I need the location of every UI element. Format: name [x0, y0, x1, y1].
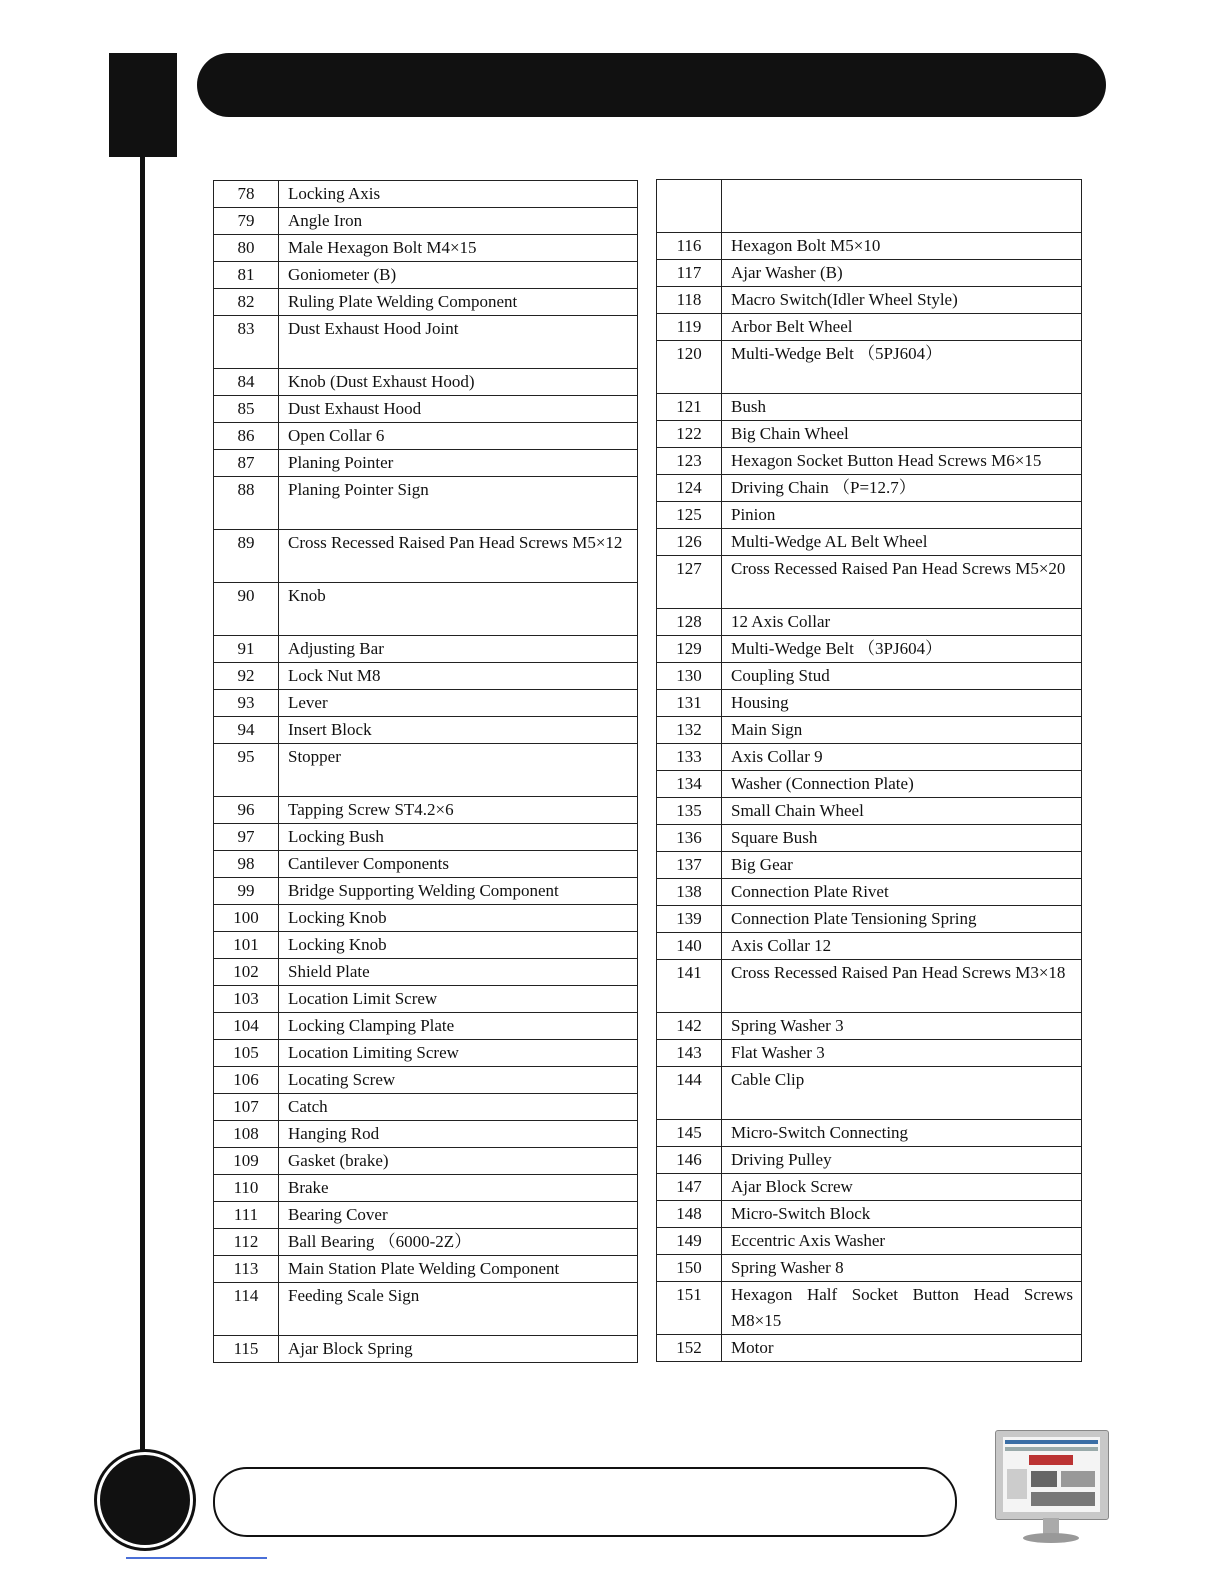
part-name: Square Bush — [722, 825, 1082, 852]
monitor-screen — [1003, 1437, 1100, 1512]
part-name: Insert Block — [279, 717, 638, 744]
part-name — [722, 180, 1082, 233]
table-row — [214, 905, 638, 932]
table-row — [657, 314, 1082, 341]
part-name: Multi-Wedge Belt （5PJ604） — [722, 341, 1082, 394]
table-row — [214, 986, 638, 1013]
table-row — [657, 341, 1082, 394]
part-name: Lock Nut M8 — [279, 663, 638, 690]
part-name: Washer (Connection Plate) — [722, 771, 1082, 798]
part-name: Dust Exhaust Hood Joint — [279, 316, 638, 369]
monitor-base — [1023, 1533, 1079, 1543]
part-name: Gasket (brake) — [279, 1148, 638, 1175]
part-name: Goniometer (B) — [279, 262, 638, 289]
monitor-stand — [1043, 1518, 1059, 1534]
part-name: 12 Axis Collar — [722, 609, 1082, 636]
table-row — [214, 1121, 638, 1148]
table-row — [214, 1067, 638, 1094]
corner-block — [109, 53, 177, 157]
part-name: Housing — [722, 690, 1082, 717]
table-row — [657, 717, 1082, 744]
part-number: 122 — [657, 421, 722, 448]
part-name: Locating Screw — [279, 1067, 638, 1094]
table-row — [657, 879, 1082, 906]
table-row — [214, 932, 638, 959]
table-row — [214, 1094, 638, 1121]
table-row — [657, 448, 1082, 475]
part-name: Hexagon Half Socket Button Head Screws M8×15 — [722, 1282, 1082, 1335]
monitor-icon — [995, 1430, 1107, 1550]
table-row — [657, 1147, 1082, 1174]
monitor-frame — [995, 1430, 1109, 1520]
part-name: Micro-Switch Block — [722, 1201, 1082, 1228]
table-row — [214, 181, 638, 208]
part-number: 116 — [657, 233, 722, 260]
part-number: 140 — [657, 933, 722, 960]
table-row — [657, 556, 1082, 609]
table-row — [657, 852, 1082, 879]
part-name: Axis Collar 9 — [722, 744, 1082, 771]
part-number: 86 — [214, 423, 279, 450]
part-name: Main Station Plate Welding Component — [279, 1256, 638, 1283]
table-row — [214, 450, 638, 477]
part-name: Locking Bush — [279, 824, 638, 851]
part-number: 127 — [657, 556, 722, 609]
part-name: Brake — [279, 1175, 638, 1202]
part-number: 142 — [657, 1013, 722, 1040]
table-row — [214, 851, 638, 878]
table-row — [657, 1120, 1082, 1147]
part-name: Shield Plate — [279, 959, 638, 986]
part-name: Open Collar 6 — [279, 423, 638, 450]
table-row — [214, 316, 638, 369]
table-row — [657, 690, 1082, 717]
part-name: Cross Recessed Raised Pan Head Screws M5×12 — [279, 530, 638, 583]
part-number: 141 — [657, 960, 722, 1013]
part-number: 95 — [214, 744, 279, 797]
part-name: Spring Washer 8 — [722, 1255, 1082, 1282]
part-name: Locking Clamping Plate — [279, 1013, 638, 1040]
part-number: 102 — [214, 959, 279, 986]
part-number: 112 — [214, 1229, 279, 1256]
part-name: Adjusting Bar — [279, 636, 638, 663]
part-name: Tapping Screw ST4.2×6 — [279, 797, 638, 824]
table-row — [214, 396, 638, 423]
table-row — [214, 797, 638, 824]
part-number — [657, 180, 722, 233]
part-number: 132 — [657, 717, 722, 744]
table-row — [657, 960, 1082, 1013]
part-number: 147 — [657, 1174, 722, 1201]
part-name: Connection Plate Tensioning Spring — [722, 906, 1082, 933]
part-name: Spring Washer 3 — [722, 1013, 1082, 1040]
part-name: Angle Iron — [279, 208, 638, 235]
part-number: 78 — [214, 181, 279, 208]
part-name: Stopper — [279, 744, 638, 797]
table-row — [214, 1148, 638, 1175]
table-row — [214, 1202, 638, 1229]
part-name: Hexagon Socket Button Head Screws M6×15 — [722, 448, 1082, 475]
part-name: Ruling Plate Welding Component — [279, 289, 638, 316]
part-name: Planing Pointer — [279, 450, 638, 477]
part-name: Location Limiting Screw — [279, 1040, 638, 1067]
part-number: 129 — [657, 636, 722, 663]
table-row — [214, 663, 638, 690]
part-number: 82 — [214, 289, 279, 316]
table-row — [657, 394, 1082, 421]
table-row — [214, 1013, 638, 1040]
table-row — [214, 636, 638, 663]
part-name: Flat Washer 3 — [722, 1040, 1082, 1067]
part-number: 110 — [214, 1175, 279, 1202]
part-number: 90 — [214, 583, 279, 636]
table-row — [214, 289, 638, 316]
part-number: 113 — [214, 1256, 279, 1283]
table-row — [214, 878, 638, 905]
part-number: 85 — [214, 396, 279, 423]
table-row — [214, 1283, 638, 1336]
part-number: 88 — [214, 477, 279, 530]
part-number: 134 — [657, 771, 722, 798]
part-number: 96 — [214, 797, 279, 824]
table-row — [657, 1228, 1082, 1255]
part-name: Planing Pointer Sign — [279, 477, 638, 530]
part-number: 104 — [214, 1013, 279, 1040]
table-row — [214, 262, 638, 289]
part-number: 101 — [214, 932, 279, 959]
part-number: 145 — [657, 1120, 722, 1147]
part-number: 108 — [214, 1121, 279, 1148]
part-name: Cross Recessed Raised Pan Head Screws M5×20 — [722, 556, 1082, 609]
part-number: 99 — [214, 878, 279, 905]
left-margin-rule — [140, 157, 145, 1457]
part-number: 150 — [657, 1255, 722, 1282]
part-name: Ajar Block Screw — [722, 1174, 1082, 1201]
part-name: Driving Pulley — [722, 1147, 1082, 1174]
table-row — [657, 609, 1082, 636]
part-number: 119 — [657, 314, 722, 341]
part-name: Arbor Belt Wheel — [722, 314, 1082, 341]
part-number: 139 — [657, 906, 722, 933]
part-name: Small Chain Wheel — [722, 798, 1082, 825]
header-bar — [197, 53, 1106, 117]
part-number: 106 — [214, 1067, 279, 1094]
part-name: Cantilever Components — [279, 851, 638, 878]
part-name: Locking Knob — [279, 932, 638, 959]
part-number: 103 — [214, 986, 279, 1013]
part-name: Macro Switch(Idler Wheel Style) — [722, 287, 1082, 314]
part-name: Driving Chain （P=12.7） — [722, 475, 1082, 502]
part-name: Knob (Dust Exhaust Hood) — [279, 369, 638, 396]
part-name: Coupling Stud — [722, 663, 1082, 690]
part-number: 152 — [657, 1335, 722, 1362]
part-name: Dust Exhaust Hood — [279, 396, 638, 423]
part-number: 120 — [657, 341, 722, 394]
part-name: Bearing Cover — [279, 1202, 638, 1229]
part-name: Axis Collar 12 — [722, 933, 1082, 960]
part-number: 105 — [214, 1040, 279, 1067]
part-name: Ajar Washer (B) — [722, 260, 1082, 287]
part-number: 115 — [214, 1336, 279, 1363]
part-number: 111 — [214, 1202, 279, 1229]
table-row — [657, 1282, 1082, 1335]
table-row — [657, 1067, 1082, 1120]
table-row — [657, 771, 1082, 798]
part-name: Knob — [279, 583, 638, 636]
part-number: 135 — [657, 798, 722, 825]
part-number: 131 — [657, 690, 722, 717]
table-row — [657, 825, 1082, 852]
table-row — [657, 475, 1082, 502]
table-row — [657, 933, 1082, 960]
table-row — [214, 959, 638, 986]
part-number: 143 — [657, 1040, 722, 1067]
table-row — [214, 1336, 638, 1363]
table-row — [657, 798, 1082, 825]
table-row — [214, 1175, 638, 1202]
part-number: 138 — [657, 879, 722, 906]
part-number: 83 — [214, 316, 279, 369]
part-number: 107 — [214, 1094, 279, 1121]
part-number: 126 — [657, 529, 722, 556]
table-row — [657, 502, 1082, 529]
part-name: Cable Clip — [722, 1067, 1082, 1120]
part-name: Lever — [279, 690, 638, 717]
table-row — [657, 1174, 1082, 1201]
part-number: 93 — [214, 690, 279, 717]
part-number: 89 — [214, 530, 279, 583]
part-number: 84 — [214, 369, 279, 396]
table-row — [214, 235, 638, 262]
table-row — [214, 423, 638, 450]
table-row — [657, 1201, 1082, 1228]
table-row — [214, 744, 638, 797]
part-name: Locking Axis — [279, 181, 638, 208]
parts-table-right — [656, 179, 1082, 1362]
parts-table-left — [213, 180, 638, 1363]
part-number: 98 — [214, 851, 279, 878]
table-row — [657, 906, 1082, 933]
part-number: 114 — [214, 1283, 279, 1336]
table-row — [214, 530, 638, 583]
part-name: Feeding Scale Sign — [279, 1283, 638, 1336]
part-name: Big Gear — [722, 852, 1082, 879]
part-name: Cross Recessed Raised Pan Head Screws M3×18 — [722, 960, 1082, 1013]
part-number: 109 — [214, 1148, 279, 1175]
part-name: Multi-Wedge AL Belt Wheel — [722, 529, 1082, 556]
table-row — [214, 1040, 638, 1067]
part-name: Connection Plate Rivet — [722, 879, 1082, 906]
part-number: 151 — [657, 1282, 722, 1335]
table-row — [657, 1040, 1082, 1067]
table-row — [657, 421, 1082, 448]
table-row — [214, 824, 638, 851]
bottom-link-underline[interactable] — [126, 1557, 267, 1559]
table-row — [657, 180, 1082, 233]
footer-box — [213, 1467, 957, 1537]
part-name: Micro-Switch Connecting — [722, 1120, 1082, 1147]
part-number: 130 — [657, 663, 722, 690]
table-row — [214, 1256, 638, 1283]
part-number: 92 — [214, 663, 279, 690]
part-number: 124 — [657, 475, 722, 502]
part-number: 136 — [657, 825, 722, 852]
table-row — [657, 636, 1082, 663]
part-number: 146 — [657, 1147, 722, 1174]
part-number: 94 — [214, 717, 279, 744]
part-name: Catch — [279, 1094, 638, 1121]
part-number: 117 — [657, 260, 722, 287]
table-row — [214, 477, 638, 530]
part-number: 91 — [214, 636, 279, 663]
table-row — [657, 260, 1082, 287]
part-name: Pinion — [722, 502, 1082, 529]
part-name: Big Chain Wheel — [722, 421, 1082, 448]
part-name: Bridge Supporting Welding Component — [279, 878, 638, 905]
table-row — [657, 1013, 1082, 1040]
part-number: 118 — [657, 287, 722, 314]
table-row — [657, 1255, 1082, 1282]
part-name: Male Hexagon Bolt M4×15 — [279, 235, 638, 262]
part-name: Location Limit Screw — [279, 986, 638, 1013]
part-number: 97 — [214, 824, 279, 851]
part-number: 149 — [657, 1228, 722, 1255]
part-number: 80 — [214, 235, 279, 262]
part-name: Ajar Block Spring — [279, 1336, 638, 1363]
part-number: 123 — [657, 448, 722, 475]
part-name: Ball Bearing （6000-2Z） — [279, 1229, 638, 1256]
part-number: 87 — [214, 450, 279, 477]
table-row — [214, 369, 638, 396]
table-row — [657, 287, 1082, 314]
part-number: 100 — [214, 905, 279, 932]
part-number: 79 — [214, 208, 279, 235]
part-name: Eccentric Axis Washer — [722, 1228, 1082, 1255]
table-row — [214, 208, 638, 235]
table-row — [657, 529, 1082, 556]
table-row — [657, 744, 1082, 771]
part-name: Hanging Rod — [279, 1121, 638, 1148]
part-name: Multi-Wedge Belt （3PJ604） — [722, 636, 1082, 663]
table-row — [214, 583, 638, 636]
part-name: Motor — [722, 1335, 1082, 1362]
part-number: 121 — [657, 394, 722, 421]
page-number-circle — [97, 1452, 193, 1548]
part-number: 137 — [657, 852, 722, 879]
table-row — [657, 663, 1082, 690]
part-number: 81 — [214, 262, 279, 289]
table-row — [657, 233, 1082, 260]
table-row — [214, 717, 638, 744]
table-row — [657, 1335, 1082, 1362]
part-name: Bush — [722, 394, 1082, 421]
part-name: Hexagon Bolt M5×10 — [722, 233, 1082, 260]
part-number: 128 — [657, 609, 722, 636]
part-number: 133 — [657, 744, 722, 771]
part-number: 148 — [657, 1201, 722, 1228]
part-name: Locking Knob — [279, 905, 638, 932]
part-name: Main Sign — [722, 717, 1082, 744]
part-number: 125 — [657, 502, 722, 529]
table-row — [214, 690, 638, 717]
part-number: 144 — [657, 1067, 722, 1120]
table-row — [214, 1229, 638, 1256]
